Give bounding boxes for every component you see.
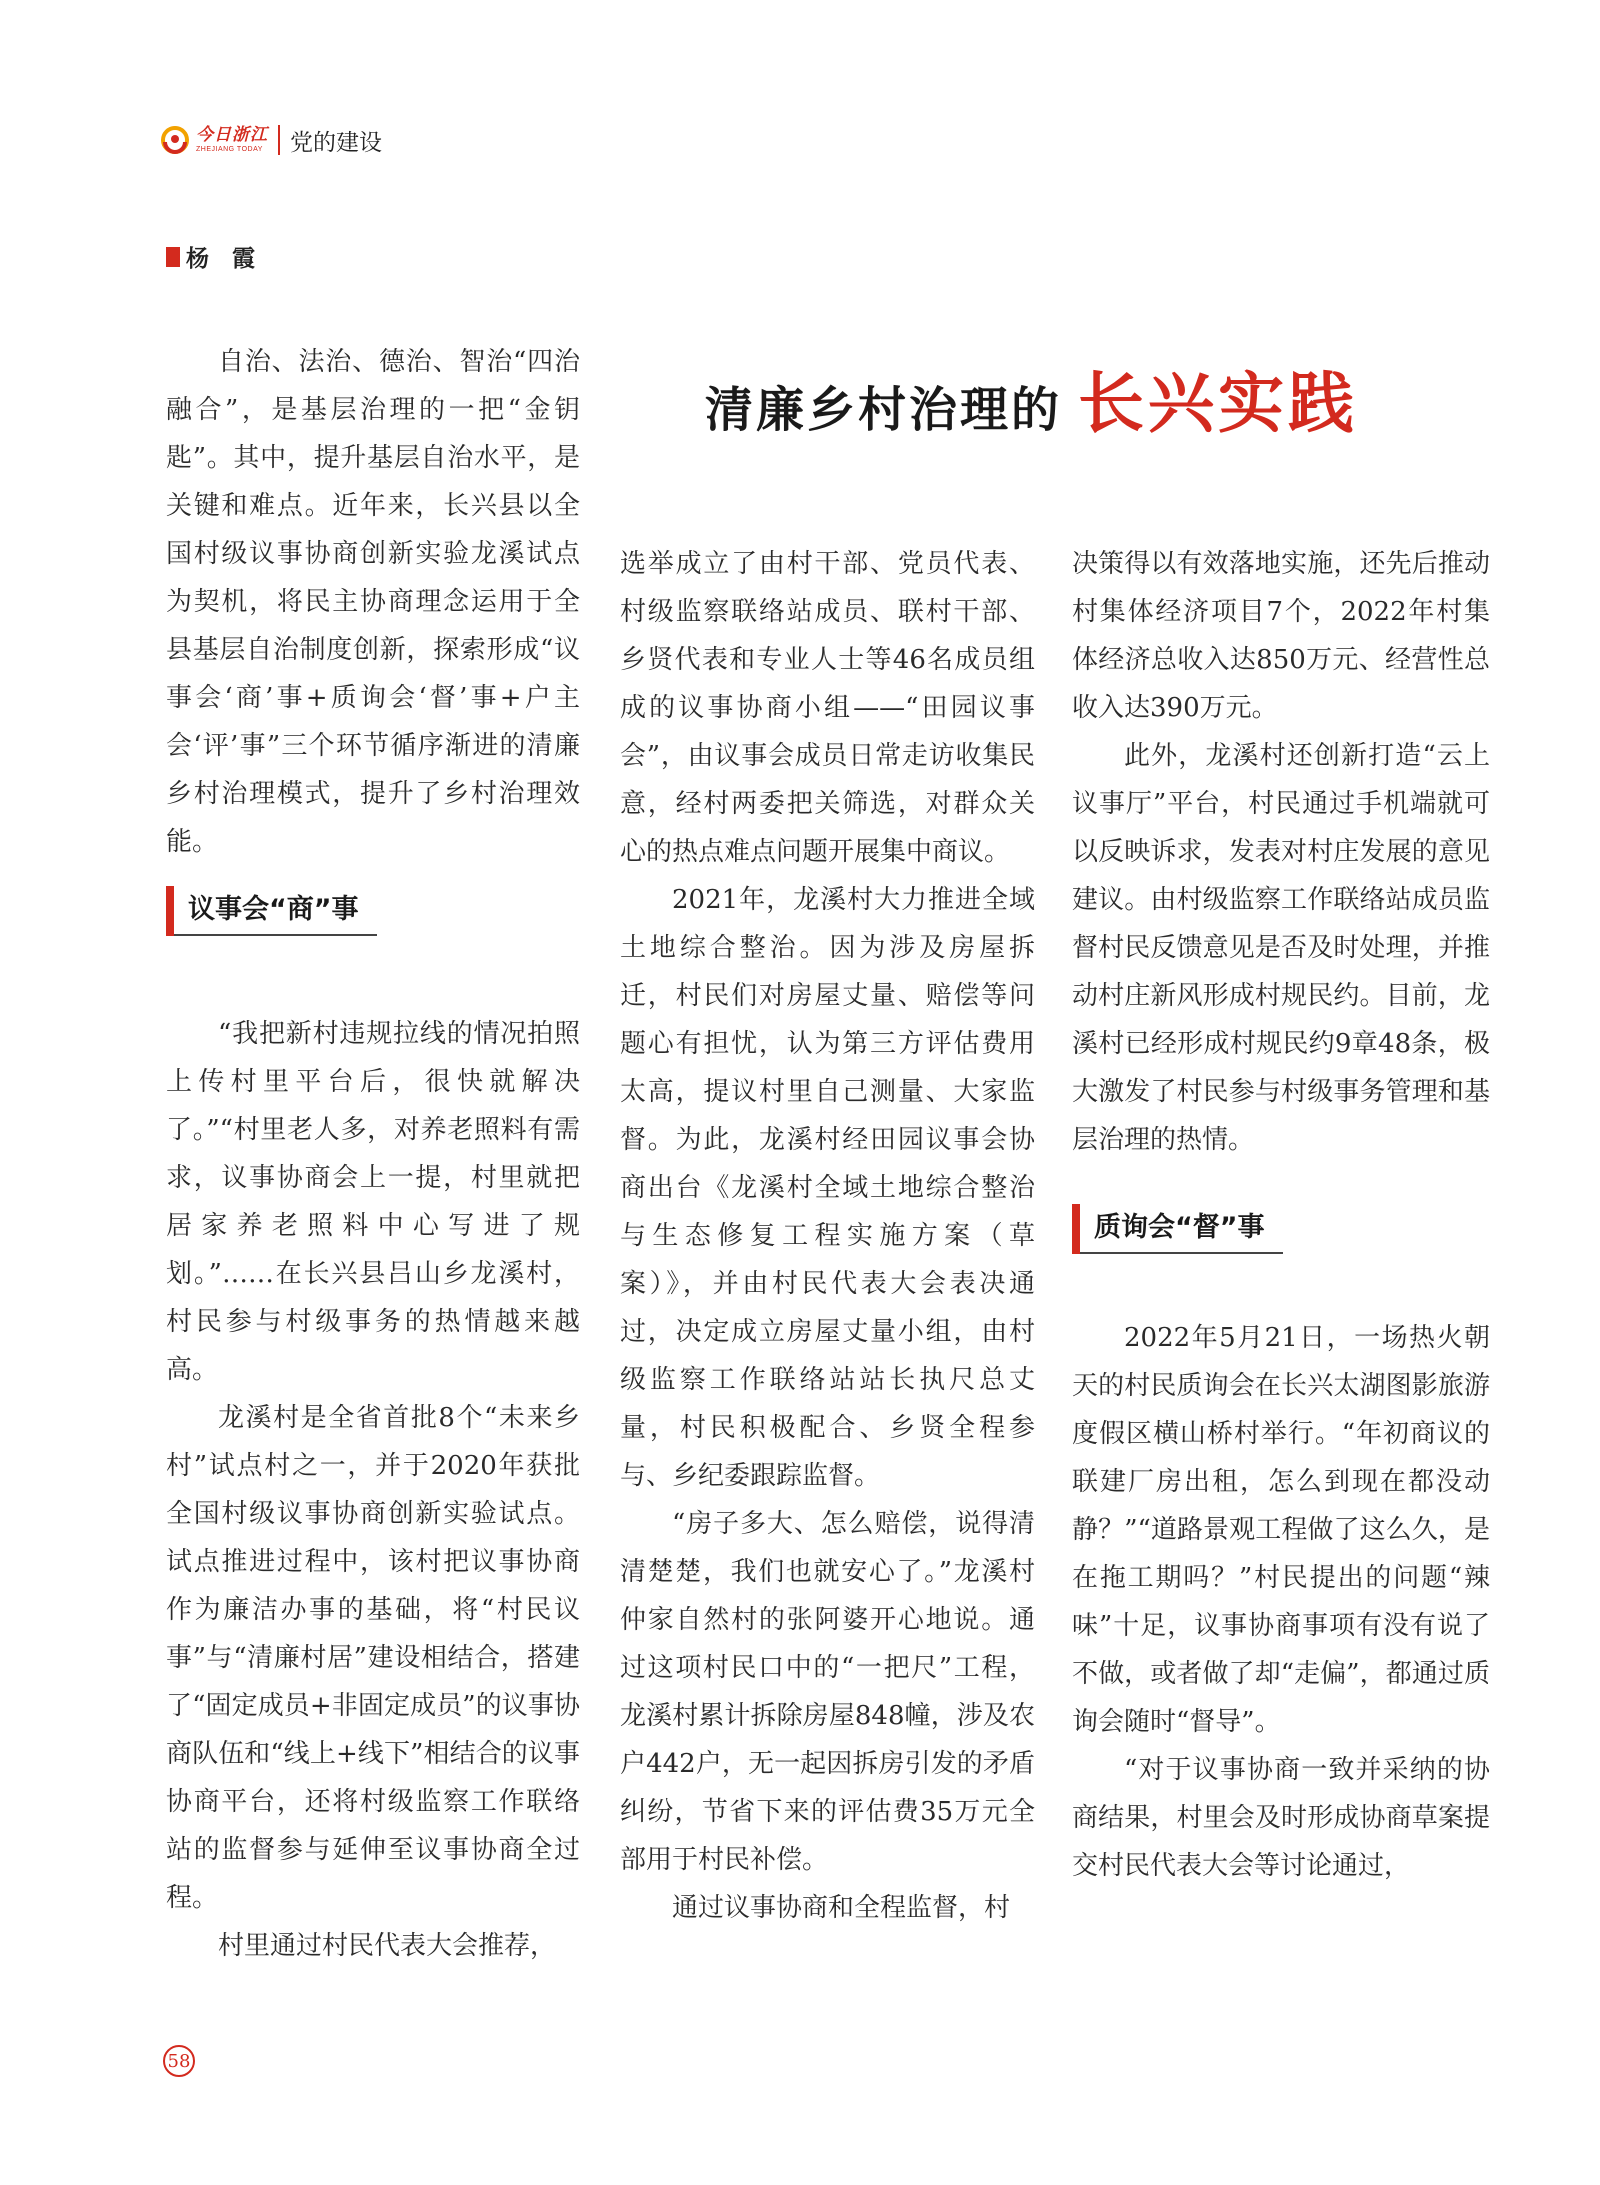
- logo-icon: [160, 125, 190, 155]
- section-label: 党的建设: [290, 129, 382, 156]
- byline-marker: [166, 247, 180, 267]
- paragraph: 决策得以有效落地实施，还先后推动村集体经济项目7个，2022年村集体经济总收入达850万元、经营性总收入达390万元。: [1072, 549, 1490, 723]
- column-3: [1072, 540, 1490, 1890]
- paragraph: 2021年，龙溪村大力推进全域土地综合整治。因为涉及房屋拆迁，村民们对房屋丈量、赔偿等问题心有担忧，认为第三方评估费用太高，提议村里自己测量、大家监督。为此，龙溪村经田园议事会协商出台《龙溪村全域土地综合整治与生态修复工程实施方案（草案）》，并由村民代表大会表决通过，决定成立房屋丈量小组，由村级监察工作联络站站长执尺总丈量，村民积极配合、乡贤全程参与、乡纪委跟踪监督。: [620, 885, 1035, 1491]
- paragraph: “房子多大、怎么赔偿，说得清清楚楚，我们也就安心了。”龙溪村仲家自然村的张阿婆开心地说。通过这项村民口中的“一把尺”工程，龙溪村累计拆除房屋848幢，涉及农户442户，无一起因拆房引发的矛盾纠纷，节省下来的评估费35万元全部用于村民补偿。: [620, 1509, 1035, 1875]
- subheading-container: [166, 866, 580, 1010]
- paragraph: “我把新村违规拉线的情况拍照上传村里平台后，很快就解决了。”“村里老人多，对养老照料有需求，议事协商会上一提，村里就把居家养老照料中心写进了规划。”……在长兴县吕山乡龙溪村，村民参与村级事务的热情越来越高。: [166, 1019, 580, 1385]
- header-divider: [278, 125, 280, 155]
- paragraph: 村里通过村民代表大会推荐，: [218, 1931, 557, 1961]
- subheading-zhixunhui: 质询会“督”事: [1072, 1204, 1283, 1254]
- subheading-container: [1072, 1164, 1490, 1314]
- title-part-2: 长兴实践: [1078, 365, 1359, 442]
- column-2: [620, 540, 1035, 1932]
- author-name: 杨 霞: [186, 246, 255, 272]
- paragraph: “对于议事协商一致并采纳的协商结果，村里会及时形成协商草案提交村民代表大会等讨论通过，: [1072, 1755, 1490, 1881]
- paragraph: 龙溪村是全省首批8个“未来乡村”试点村之一，并于2020年获批全国村级议事协商创新实验试点。试点推进过程中，该村把议事协商作为廉洁办事的基础，将“村民议事”与“清廉村居”建设相结合，搭建了“固定成员+非固定成员”的议事协商队伍和“线上+线下”相结合的议事协商平台，还将村级监察工作联络站的监督参与延伸至议事协商全过程。: [166, 1403, 580, 1913]
- subheading-yishihui: 议事会“商”事: [166, 886, 377, 936]
- byline: [166, 240, 255, 273]
- article-title: [705, 350, 1358, 445]
- logo-chinese: 今日浙江: [196, 125, 268, 145]
- paragraph: 自治、法治、德治、智治“四治融合”，是基层治理的一把“金钥匙”。其中，提升基层自治水平，是关键和难点。近年来，长兴县以全国村级议事协商创新实验龙溪试点为契机，将民主协商理念运用于全县基层自治制度创新，探索形成“议事会‘商’事+质询会‘督’事+户主会‘评’事”三个环节循序渐进的清廉乡村治理模式，提升了乡村治理效能。: [166, 347, 580, 857]
- logo-text: [196, 127, 268, 153]
- page-number: 58: [163, 2045, 195, 2077]
- paragraph: 选举成立了由村干部、党员代表、村级监察联络站成员、联村干部、乡贤代表和专业人士等46名成员组成的议事协商小组——“田园议事会”，由议事会成员日常走访收集民意，经村两委把关筛选，对群众关心的热点难点问题开展集中商议。: [620, 549, 1035, 867]
- column-1: [166, 338, 580, 1970]
- logo-english: ZHEJIANG TODAY: [196, 146, 263, 153]
- paragraph: 2022年5月21日，一场热火朝天的村民质询会在长兴太湖图影旅游度假区横山桥村举行。“年初商议的联建厂房出租，怎么到现在都没动静？”“道路景观工程做了这么久，是在拖工期吗？”村民提出的问题“辣味”十足，议事协商事项有没有说了不做，或者做了却“走偏”，都通过质询会随时“督导”。: [1072, 1323, 1490, 1737]
- paragraph: 此外，龙溪村还创新打造“云上议事厅”平台，村民通过手机端就可以反映诉求，发表对村庄发展的意见建议。由村级监察工作联络站成员监督村民反馈意见是否及时处理，并推动村庄新风形成村规民约。目前，龙溪村已经形成村规民约9章48条，极大激发了村民参与村级事务管理和基层治理的热情。: [1072, 741, 1490, 1155]
- page-header: [160, 120, 382, 160]
- paragraph: 通过议事协商和全程监督，村: [672, 1893, 1011, 1923]
- title-part-1: 清廉乡村治理的: [705, 382, 1063, 438]
